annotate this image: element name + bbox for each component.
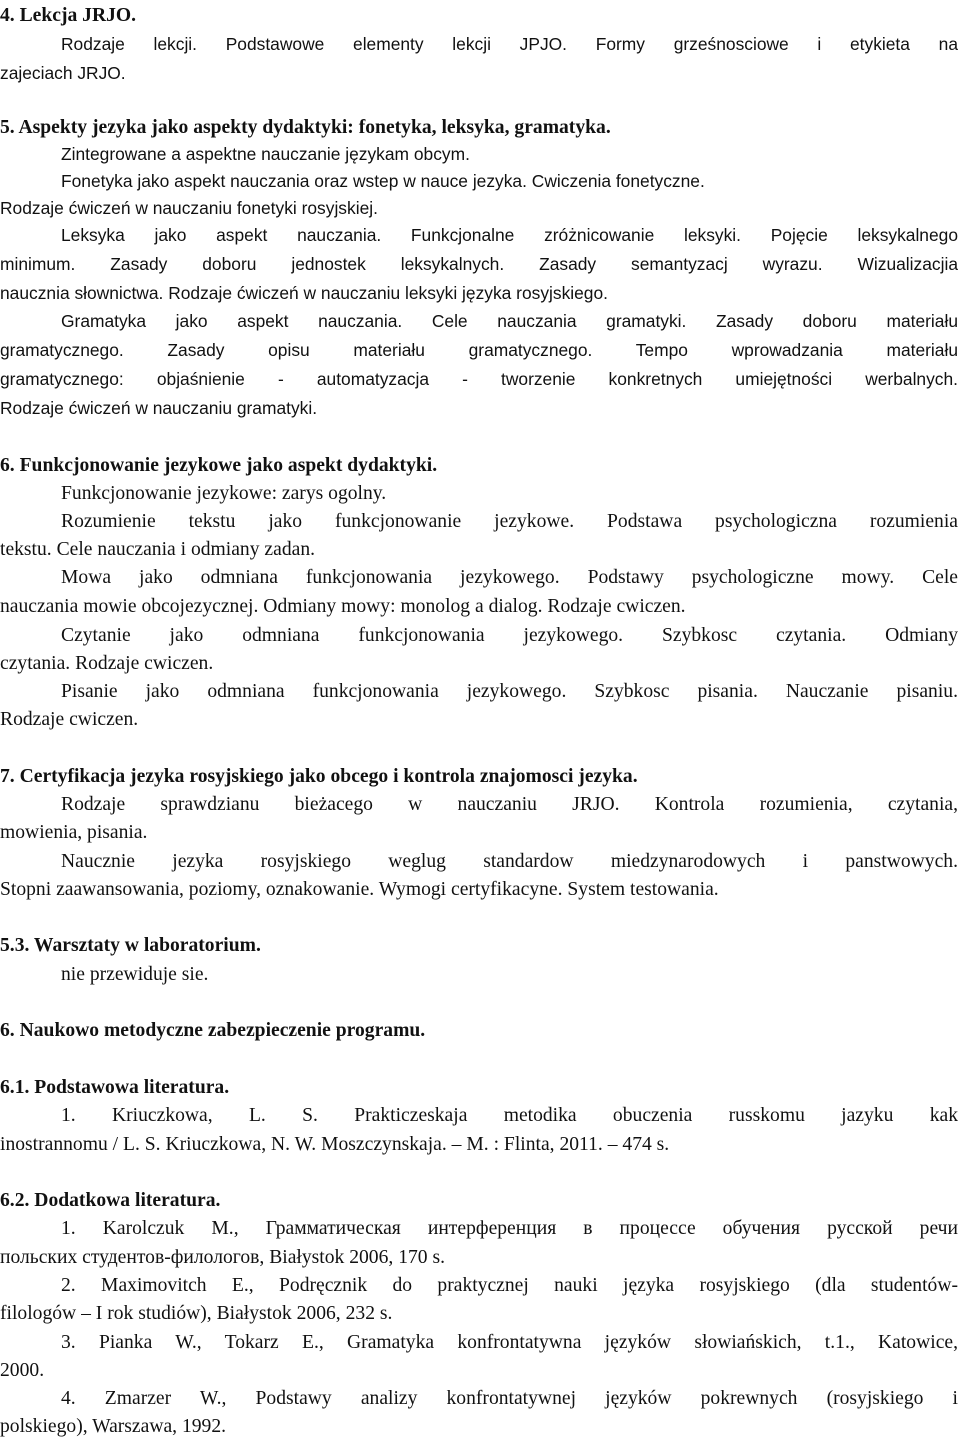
reference-line: filologów – I rok studiów), Białystok 2006, 232 s. bbox=[0, 1303, 393, 1324]
text-line: czytania. Rodzaje cwiczen. bbox=[0, 653, 214, 674]
text-line: Pisanie jako odmniana funkcjonowania jezykowego. Szybkosc pisania. Nauczanie pisaniu. bbox=[61, 681, 958, 702]
reference-line: 2000. bbox=[0, 1360, 45, 1381]
text-line: Rozumienie tekstu jako funkcjonowanie jezykowe. Podstawa psychologiczna rozumienia bbox=[61, 511, 958, 532]
text-line: Mowa jako odmniana funkcjonowania jezykowego. Podstawy psychologiczne mowy. Cele bbox=[61, 567, 958, 588]
text-line: Gramatyka jako aspekt nauczania. Cele nauczania gramatyki. Zasady doboru materiału bbox=[61, 311, 958, 331]
text-line: Rodzaje ćwiczeń w nauczaniu fonetyki rosyjskiej. bbox=[0, 198, 378, 218]
reference-line: 3. Pianka W., Tokarz E., Gramatyka konfrontatywna języków słowiańskich, t.1., Katowice, bbox=[61, 1332, 958, 1353]
text-line: Zintegrowane a aspektne nauczanie językam obcym. bbox=[61, 144, 470, 164]
section-heading: 7. Certyfikacja jezyka rosyjskiego jako obcego i kontrola znajomosci jezyka. bbox=[0, 766, 638, 787]
section-heading: 4. Lekcja JRJO. bbox=[0, 5, 137, 26]
text-line: nauczania mowie obcojezycznej. Odmiany mowy: monolog a dialog. Rodzaje cwiczen. bbox=[0, 596, 686, 617]
text-line: Leksyka jako aspekt nauczania. Funkcjonalne zróżnicowanie leksyki. Pojęcie leksykalnego bbox=[61, 225, 958, 245]
text-line: tekstu. Cele nauczania i odmiany zadan. bbox=[0, 539, 316, 560]
text-line: Rodzaje cwiczen. bbox=[0, 709, 139, 730]
reference-line: польских студентов-филологов, Białystok 2006, 170 s. bbox=[0, 1247, 446, 1268]
text-line: gramatycznego. Zasady opisu materiału gramatycznego. Tempo wprowadzania materiału bbox=[0, 340, 958, 360]
section-heading: 6. Funkcjonowanie jezykowe jako aspekt dydaktyki. bbox=[0, 455, 438, 476]
text-line: Czytanie jako odmniana funkcjonowania jezykowego. Szybkosc czytania. Odmiany bbox=[61, 625, 958, 646]
reference-line: polskiego), Warszawa, 1992. bbox=[0, 1416, 227, 1437]
section-heading: 6.1. Podstawowa literatura. bbox=[0, 1077, 230, 1098]
reference-line: inostrannomu / L. S. Kriuczkowa, N. W. Moszczynskaja. – M. : Flinta, 2011. – 474 s. bbox=[0, 1134, 670, 1155]
section-heading: 6.2. Dodatkowa literatura. bbox=[0, 1190, 221, 1211]
text-line: Naucznie jezyka rosyjskiego weglug standardow miedzynarodowych i panstwowych. bbox=[61, 851, 958, 872]
reference-line: 2. Maximovitch E., Podręcznik do praktycznej nauki języka rosyjskiego (dla studentów- bbox=[61, 1275, 958, 1296]
text-line: Fonetyka jako aspekt nauczania oraz wstep w nauce jezyka. Cwiczenia fonetyczne. bbox=[61, 171, 705, 191]
section-heading: 5. Aspekty jezyka jako aspekty dydaktyki: fonetyka, leksyka, gramatyka. bbox=[0, 117, 611, 138]
text-line: naucznia słownictwa. Rodzaje ćwiczeń w nauczaniu leksyki języka rosyjskiego. bbox=[0, 283, 608, 303]
section-heading: 6. Naukowo metodyczne zabezpieczenie programu. bbox=[0, 1020, 426, 1041]
text-line: nie przewiduje sie. bbox=[61, 964, 209, 985]
text-line: Rodzaje sprawdzianu bieżacego w nauczaniu JRJO. Kontrola rozumienia, czytania, bbox=[61, 794, 958, 815]
reference-line: 1. Kriuczkowa, L. S. Prakticzeskaja metodika obuczenia russkomu jazyku kak bbox=[61, 1105, 958, 1126]
text-line: gramatycznego: objaśnienie - automatyzacja - tworzenie konkretnych umiejętności werbalnych. bbox=[0, 369, 958, 389]
text-line: minimum. Zasady doboru jednostek leksykalnych. Zasady semantyzacj wyrazu. Wizualizacjia bbox=[0, 254, 958, 274]
text-line: Stopni zaawansowania, poziomy, oznakowanie. Wymogi certyfikacyne. System testowania. bbox=[0, 879, 719, 900]
text-line: Rodzaje lekcji. Podstawowe elementy lekcji JPJO. Formy grześnosciowe i etykieta na bbox=[61, 34, 958, 54]
section-heading: 5.3. Warsztaty w laboratorium. bbox=[0, 935, 261, 956]
text-line: Rodzaje ćwiczeń w nauczaniu gramatyki. bbox=[0, 398, 318, 418]
reference-line: 1. Karolczuk M., Грамматическая интерференция в процессе обучения русской речи bbox=[61, 1218, 958, 1239]
reference-line: 4. Zmarzer W., Podstawy analizy konfrontatywnej języków pokrewnych (rosyjskiego i bbox=[61, 1388, 958, 1409]
text-line: zajeciach JRJO. bbox=[0, 63, 126, 83]
text-line: Funkcjonowanie jezykowe: zarys ogolny. bbox=[61, 483, 387, 504]
text-line: mowienia, pisania. bbox=[0, 822, 148, 843]
